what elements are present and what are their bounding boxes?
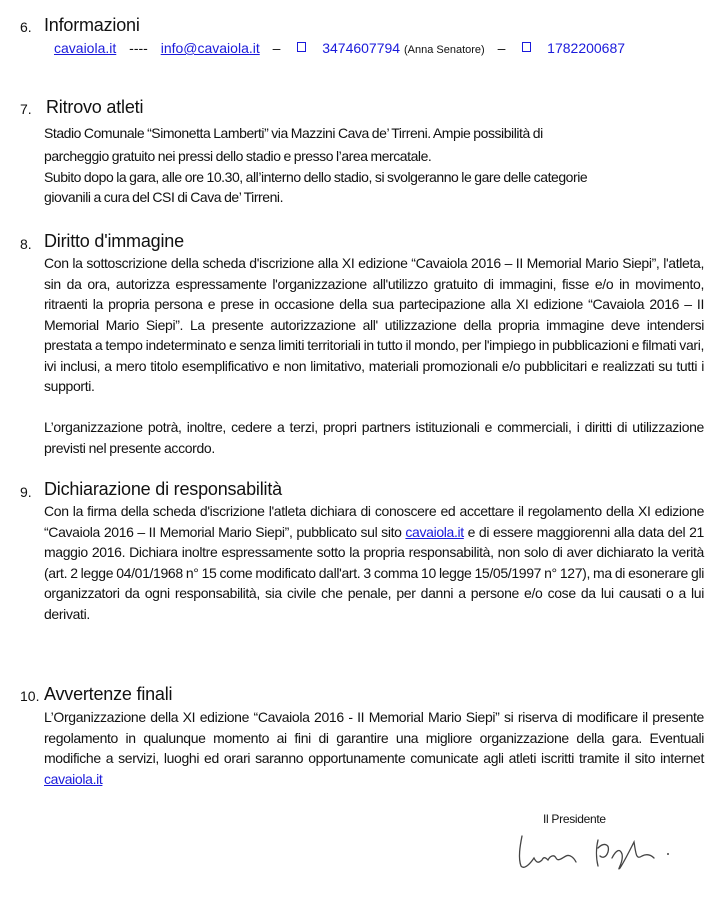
phone-number-2: 1782200687 [547,40,626,56]
section-title: Avvertenze finali [44,684,173,704]
section-title: Ritrovo atleti [46,97,144,117]
final-notes-paragraph [44,707,704,789]
text-line: Subito dopo la gara, alle ore 10.30, all’interno dello stadio, si svolgeranno le gare delle categorie [44,169,588,185]
text-line: Stadio Comunale “Simonetta Lamberti” via Mazzini Cava de’ Tirreni. Ampie possibilità di [44,125,543,141]
phone-icon [522,42,531,52]
separator: – [497,40,506,56]
signature-image [512,828,682,874]
section-number: 8. [20,236,32,252]
separator: ---- [129,40,148,56]
text-segment: e di essere maggiorenni alla data del 21 maggio 2016. Dichiara inoltre espressamente sotto la propria responsabilità, non solo di aver dichiarato la verità (art. 2 legge 04/01/1968 n° 15 come modificato dall'art. 3 comma 10 legge 15/05/1997 n° 127), ma di esonerare gli organizzatori da ogni responsabilità, sia civile che penale, per danni a persone e/o cose da lui causati o a lui derivati. [44,523,704,622]
phone-contact-name: (Anna Senatore) [403,44,485,56]
phone-number-1: 3474607794 [322,40,401,56]
section-number: 7. [20,101,32,117]
text-segment: Con la firma della scheda d'iscrizione l'atleta dichiara di conoscere ed accettare il regolamento della XI edizione “Cavaiola 2016 – II Memorial Mario Siepi”, pubblicato sul sito [44,503,704,540]
phone-icon [297,42,306,52]
section-title: Diritto d'immagine [44,231,184,251]
site-link[interactable]: cavaiola.it [44,770,103,787]
text-segment: L’Organizzazione della XI edizione “Cavaiola 2016 - II Memorial Mario Siepi” si riserva di modificare il presente regolamento in qualunque momento ai fini di garantire una migliore organizzazione della gara. Eventuali modifiche a servizi, luoghi ed orari saranno opportunamente comunicate agli atleti iscritti tramite il sito internet [44,709,704,766]
section-number: 6. [20,19,32,35]
responsibility-paragraph [44,501,704,624]
text-line: giovanili a cura del CSI di Cava de’ Tirreni. [44,189,284,205]
section-number: 9. [20,484,32,500]
email-link[interactable]: info@cavaiola.it [160,40,260,56]
president-label: Il Presidente [543,812,606,826]
site-link[interactable]: cavaiola.it [54,40,117,56]
site-link[interactable]: cavaiola.it [405,523,464,540]
section-number: 10. [20,688,40,704]
text-line: parcheggio gratuito nei pressi dello stadio e presso l’area mercatale. [44,147,432,164]
section-title: Informazioni [44,15,140,35]
section-title: Dichiarazione di responsabilità [44,479,282,499]
image-rights-paragraph: Con la sottoscrizione della scheda d'iscrizione alla XI edizione “Cavaiola 2016 – II Memorial Mario Siepi”, l'atleta, sin da ora, autorizza espressamente l'organizzazione all'utilizzo gratuito di immagini, fisse e/o in movimento, ritraenti la propria persona e prese in occasione della sua partecipazione alla XI edizione “Cavaiola 2016 – II Memorial Mario Siepi”. La presente autorizzazione all' utilizzazione della propria immagine deve intendersi prestata a tempo indeterminato e senza limiti territoriali in tutto il mondo, per l'impiego in pubblicazioni e filmati vari, ivi inclusi, a mero titolo esemplificativo e non limitativo, materiali promozionali e/o pubblicitari e realizzati su tutti i supporti. [44,255,704,394]
image-rights-paragraph-2: L’organizzazione potrà, inoltre, cedere a terzi, propri partners istituzionali e commerciali, i diritti di utilizzazione previsti nel presente accordo. [44,419,704,456]
meeting-point-text [44,122,704,207]
contact-line [44,40,625,56]
separator: – [272,40,281,56]
